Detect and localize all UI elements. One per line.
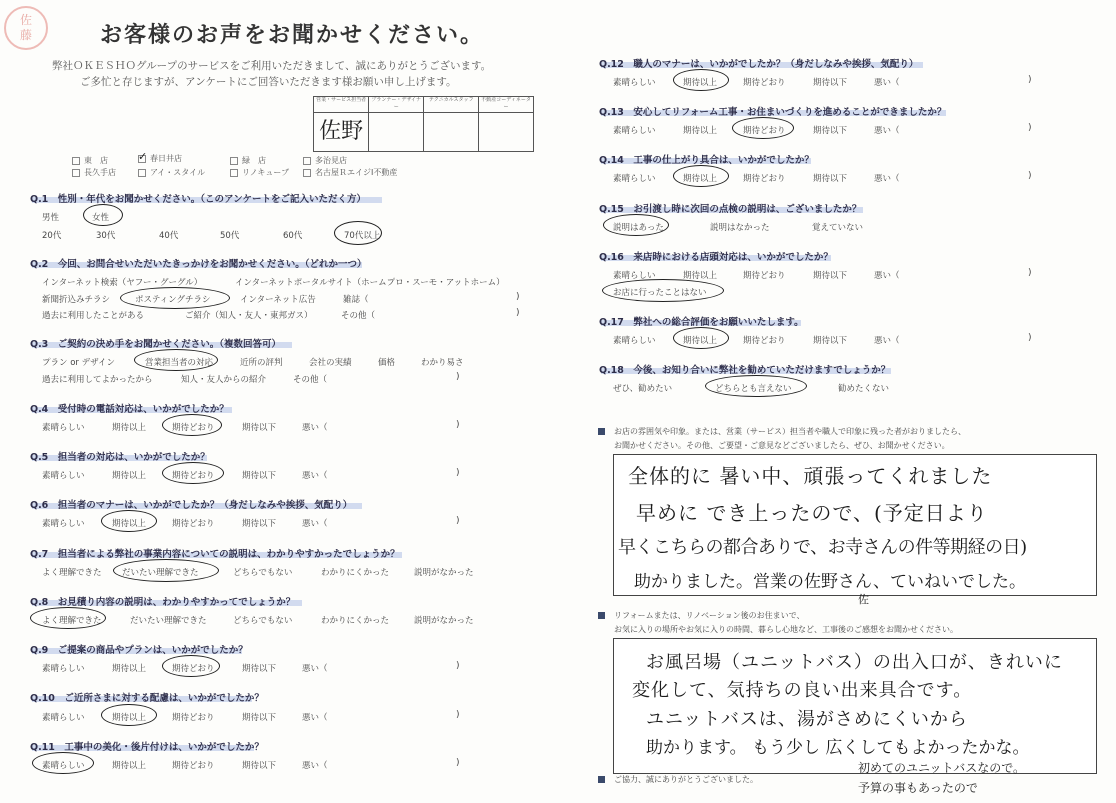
q13-title: Q.13 安心してリフォーム工事・お住まいづくりを進めることができましたか？ — [599, 107, 947, 118]
seal-stamp: 佐 藤 — [4, 6, 48, 50]
q7-mostly[interactable]: だいたい理解できた — [122, 568, 199, 578]
q8-title: Q.8 お見積り内容の説明は、わかりやすかってでしょうか？ — [30, 597, 296, 608]
q7-hard[interactable]: わかりにくかった — [321, 568, 390, 578]
checkbox-icon[interactable] — [138, 169, 146, 177]
answer-circle — [602, 279, 724, 302]
q6-excellent[interactable]: 素晴らしい — [42, 519, 85, 529]
answer-circle — [334, 221, 382, 245]
q12-below[interactable]: 期待以下 — [813, 78, 848, 88]
q3-friend-referral[interactable]: 知人・友人からの紹介 — [181, 375, 267, 385]
q2-newspaper-flyer[interactable]: 新聞折込みチラシ — [42, 295, 111, 305]
answer-circle — [732, 117, 794, 139]
q15-not-explained[interactable]: 説明はなかった — [710, 223, 770, 233]
q1-age-70s[interactable]: 70代以上 — [344, 231, 381, 241]
answer-circle — [673, 69, 729, 91]
q8-hard[interactable]: わかりにくかった — [321, 616, 390, 626]
q5-below[interactable]: 期待以下 — [242, 471, 277, 481]
q14-as-expected[interactable]: 期待どおり — [743, 174, 786, 184]
q9-as-expected[interactable]: 期待どおり — [172, 664, 215, 674]
q2-past-use[interactable]: 過去に利用したことがある — [42, 311, 145, 321]
store-istyle[interactable]: アイ・スタイル — [138, 167, 205, 178]
q2-internet-ad[interactable]: インターネット広告 — [240, 295, 316, 305]
q4-above[interactable]: 期待以上 — [112, 423, 147, 433]
comment2-prompt-1: リフォームまたは、リノベーション後のお住まいで、 — [614, 611, 805, 620]
q3-track-record[interactable]: 会社の実績 — [309, 358, 352, 368]
q3-other[interactable]: その他（ — [293, 375, 328, 385]
q5-bad[interactable]: 悪い（ — [302, 471, 328, 481]
q4-below[interactable]: 期待以下 — [242, 423, 277, 433]
q17-excellent[interactable]: 素晴らしい — [613, 336, 656, 346]
store-kasugai[interactable]: ✓ 春日井店 — [138, 149, 182, 163]
q16-below[interactable]: 期待以下 — [813, 271, 848, 281]
q1-age-60s[interactable]: 60代 — [283, 231, 303, 241]
comment1-prompt-2: お聞かせください。その他、ご要望・ご意見などございましたら、ぜひ、お聞かせください。 — [614, 441, 950, 450]
q1-title: Q.1 性別・年代をお聞かせください。（このアンケートをご記入いただく方） — [30, 194, 366, 205]
q12-excellent[interactable]: 素晴らしい — [613, 78, 656, 88]
q1-female[interactable]: 女性 — [92, 213, 110, 223]
q2-magazine[interactable]: 雑誌（ — [343, 295, 369, 305]
answer-circle — [30, 607, 106, 629]
q14-below[interactable]: 期待以下 — [813, 174, 848, 184]
q10-above[interactable]: 期待以上 — [112, 713, 147, 723]
answer-circle — [705, 375, 807, 397]
q6-below[interactable]: 期待以下 — [242, 519, 277, 529]
q16-excellent[interactable]: 素晴らしい — [613, 271, 656, 281]
q9-excellent[interactable]: 素晴らしい — [42, 664, 85, 674]
q4-bad[interactable]: 悪い（ — [302, 423, 328, 433]
q12-bad[interactable]: 悪い（ — [874, 78, 900, 88]
q3-plan-design[interactable]: プラン or デザイン — [42, 358, 116, 368]
store-nagoya-realestate[interactable]: 名古屋ＲエイジI不動産 — [303, 167, 397, 178]
q2-referral[interactable]: ご紹介（知人・友人・東邦ガス） — [185, 311, 313, 321]
store-nagakute[interactable]: 長久手店 — [72, 167, 116, 178]
q6-as-expected[interactable]: 期待どおり — [172, 519, 215, 529]
q11-below[interactable]: 期待以下 — [242, 761, 277, 771]
q3-title: Q.3 ご契約の決め手をお聞かせください。（複数回答可） — [30, 339, 282, 350]
answer-circle — [101, 704, 157, 726]
q3-past-use[interactable]: 過去に利用してよかったから — [42, 375, 153, 385]
store-renocube[interactable]: リノキューブ — [230, 167, 289, 178]
answer-circle — [162, 414, 222, 436]
answer-circle — [603, 214, 669, 236]
q3-reputation[interactable]: 近所の評判 — [240, 358, 283, 368]
answer-circle — [83, 204, 123, 226]
q6-title: Q.6 担当者のマナーは、いかがでしたか？（身だしなみや挨拶、気配り） — [30, 500, 353, 511]
staff-technical-cell[interactable] — [424, 113, 479, 152]
q10-as-expected[interactable]: 期待どおり — [172, 713, 215, 723]
q2-title: Q.2 今回、お問合せいただいたきっかけをお聞かせください。（どれか一つ） — [30, 259, 367, 270]
q1-male[interactable]: 男性 — [42, 213, 60, 223]
intro-line-1: 弊社ＯＫＥＳＨＯグループのサービスをご利用いただきまして、誠にありがとうございます。 — [52, 60, 492, 72]
comment1-line-3: 早くこちらの都合ありで、お寺さんの件等期経の日) — [618, 537, 1027, 558]
answer-circle — [101, 510, 157, 532]
answer-circle — [673, 165, 729, 187]
section-bullet-icon — [598, 612, 605, 619]
q2-internet-search[interactable]: インターネット検索（ヤフー・グーグル） — [42, 278, 203, 288]
q17-above[interactable]: 期待以上 — [683, 336, 718, 346]
staff-header-planner: プランナー・デザイナー — [369, 97, 424, 113]
q17-bad[interactable]: 悪い（ — [874, 336, 900, 346]
comment1-prompt-1: お店の雰囲気や印象。または、営業（サービス）担当者や職人で印象に残った者がおりましたら、 — [614, 427, 966, 436]
staff-header-sales: 営業・サービス担当者 — [314, 97, 369, 113]
checkbox-icon[interactable] — [72, 157, 80, 165]
q5-above[interactable]: 期待以上 — [112, 471, 147, 481]
comment2-note-2: 予算の事もあったので — [858, 781, 978, 795]
q2-portal-site[interactable]: インターネットポータルサイト（ホームプロ・スーモ・アットホーム） — [235, 278, 505, 288]
q3-sales-rep[interactable]: 営業担当者の対応 — [145, 358, 214, 368]
q3-price[interactable]: 価格 — [378, 358, 396, 368]
q10-bad[interactable]: 悪い（ — [302, 713, 328, 723]
q13-above[interactable]: 期待以上 — [683, 126, 718, 136]
q1-age-50s[interactable]: 50代 — [220, 231, 240, 241]
comment2-prompt-2: お気に入りの場所やお気に入りの時間、暮らし心地など、工事後のご感想をお聞かせください。 — [614, 625, 958, 634]
q5-excellent[interactable]: 素晴らしい — [42, 471, 85, 481]
staff-planner-cell[interactable] — [369, 113, 424, 152]
checkbox-icon[interactable] — [230, 169, 238, 177]
q13-as-expected[interactable]: 期待どおり — [743, 126, 786, 136]
comment2-line-3: ユニットバスは、湯がさめにくいから — [646, 709, 968, 730]
answer-circle — [113, 559, 219, 582]
answer-circle — [162, 462, 224, 484]
q1-age-30s[interactable]: 30代 — [96, 231, 116, 241]
comment2-line-4: 助かります。 もう少し 広くしてもよかったかな。 — [646, 738, 1030, 758]
checkbox-icon[interactable] — [303, 157, 311, 165]
staff-header-technical: テクニカルスタッフ — [424, 97, 479, 113]
answer-circle — [32, 752, 94, 774]
q2-posting-flyer[interactable]: ポスティングチラシ — [135, 295, 211, 305]
answer-circle — [162, 655, 220, 677]
staff-sales-name[interactable]: 佐野 — [319, 119, 364, 144]
q15-explained[interactable]: 説明はあった — [613, 223, 664, 233]
q8-well[interactable]: よく理解できた — [42, 616, 102, 626]
checkbox-checked-icon[interactable]: ✓ — [138, 149, 148, 163]
q11-as-expected[interactable]: 期待どおり — [172, 761, 215, 771]
q2-other[interactable]: その他（ — [341, 311, 376, 321]
q4-excellent[interactable]: 素晴らしい — [42, 423, 85, 433]
q17-title: Q.17 弊社への総合評価をお願いいたします。 — [599, 317, 804, 328]
comment1-line-4: 助かりました。営業の佐野さん、ていねいでした。 — [634, 572, 1027, 592]
store-higashi[interactable]: 東 店 — [72, 155, 108, 166]
q14-title: Q.14 工事の仕上がり具合は、いかがでしたか？ — [599, 155, 814, 166]
q16-bad[interactable]: 悪い（ — [874, 271, 900, 281]
checkbox-icon[interactable] — [303, 169, 311, 177]
section-bullet-icon — [598, 776, 605, 783]
q9-bad[interactable]: 悪い（ — [302, 664, 328, 674]
q5-as-expected[interactable]: 期待どおり — [172, 471, 215, 481]
staff-table — [313, 96, 534, 152]
comment2-note-1: 初めてのユニットバスなので。 — [858, 761, 1026, 775]
q6-bad[interactable]: 悪い（ — [302, 519, 328, 529]
comment2-line-2: 変化して、気持ちの良い出来具合です。 — [632, 680, 973, 701]
q18-recommend[interactable]: ぜひ、勧めたい — [613, 384, 673, 394]
q12-title: Q.12 職人のマナーは、いかがでしたか？（身だしなみや挨拶、気配り） — [599, 59, 919, 70]
q11-bad[interactable]: 悪い（ — [302, 761, 328, 771]
q16-above[interactable]: 期待以上 — [683, 271, 718, 281]
q11-title: Q.11 工事中の美化・後片付けは、いかがでしたか？ — [30, 742, 264, 753]
staff-realestate-cell[interactable] — [479, 113, 534, 152]
q9-above[interactable]: 期待以上 — [112, 664, 147, 674]
q13-excellent[interactable]: 素晴らしい — [613, 126, 656, 136]
q16-as-expected[interactable]: 期待どおり — [743, 271, 786, 281]
staff-header-realestate: 不動産コーディネーター — [479, 97, 534, 113]
q10-excellent[interactable]: 素晴らしい — [42, 713, 85, 723]
q6-above[interactable]: 期待以上 — [112, 519, 147, 529]
q18-not-recommend[interactable]: 勧めたくない — [838, 384, 890, 394]
q5-title: Q.5 担当者の対応は、いかがでしたか？ — [30, 452, 210, 463]
q16-title: Q.16 来店時における店頭対応は、いかがでしたか？ — [599, 252, 833, 263]
q11-excellent[interactable]: 素晴らしい — [42, 761, 85, 771]
comment1-correction: 佐 — [858, 593, 869, 606]
answer-circle — [120, 287, 230, 309]
q9-below[interactable]: 期待以下 — [242, 664, 277, 674]
comment1-line-1: 全体的に 暑い中、頑張ってくれました — [628, 464, 993, 488]
comment1-line-2: 早めに でき上ったので、(予定日より — [636, 501, 988, 525]
comment2-line-1: お風呂場（ユニットバス）の出入口が、きれいに — [646, 652, 1063, 673]
q9-title: Q.9 ご提案の商品やプランは、いかがでしたか？ — [30, 645, 248, 656]
q11-above[interactable]: 期待以上 — [112, 761, 147, 771]
page-title: お客様のお声をお聞かせください。 — [100, 23, 485, 48]
q8-neither[interactable]: どちらでもない — [233, 616, 293, 626]
q15-dont-remember[interactable]: 覚えていない — [812, 223, 864, 233]
q10-title: Q.10 ご近所さまに対する配慮は、いかがでしたか？ — [30, 693, 264, 704]
q1-age-40s[interactable]: 40代 — [159, 231, 179, 241]
q4-title: Q.4 受付時の電話対応は、いかがでしたか？ — [30, 404, 229, 415]
q8-none[interactable]: 説明がなかった — [414, 616, 474, 626]
store-midori[interactable]: 緑 店 — [230, 155, 266, 166]
q13-bad[interactable]: 悪い（ — [874, 126, 900, 136]
q18-title: Q.18 今後、お知り合いに弊社を勧めていただけますでしょうか？ — [599, 365, 891, 376]
section-bullet-icon — [598, 428, 605, 435]
q8-mostly[interactable]: だいたい理解できた — [130, 616, 207, 626]
q17-as-expected[interactable]: 期待どおり — [743, 336, 786, 346]
q7-well[interactable]: よく理解できた — [42, 568, 102, 578]
q14-bad[interactable]: 悪い（ — [874, 174, 900, 184]
q12-as-expected[interactable]: 期待どおり — [743, 78, 786, 88]
store-tajimi[interactable]: 多治見店 — [303, 155, 347, 166]
q7-title: Q.7 担当者による弊社の事業内容についての説明は、わかりやすかったでしょうか？ — [30, 549, 400, 560]
q17-below[interactable]: 期待以下 — [813, 336, 848, 346]
checkbox-icon[interactable] — [72, 169, 80, 177]
q14-above[interactable]: 期待以上 — [683, 174, 718, 184]
q7-neither[interactable]: どちらでもない — [233, 568, 293, 578]
checkbox-icon[interactable] — [230, 157, 238, 165]
answer-circle — [673, 327, 729, 349]
q13-below[interactable]: 期待以下 — [813, 126, 848, 136]
q12-above[interactable]: 期待以上 — [683, 78, 718, 88]
intro-line-2: ご多忙と存じますが、アンケートにご回答いただきます様お願い申し上げます。 — [80, 76, 457, 88]
answer-circle — [134, 349, 218, 371]
q16-never-visited[interactable]: お店に行ったことはない — [613, 288, 707, 298]
q7-none[interactable]: 説明がなかった — [414, 568, 474, 578]
q15-title: Q.15 お引渡し時に次回の点検の説明は、ございましたか？ — [599, 204, 862, 215]
q10-below[interactable]: 期待以下 — [242, 713, 277, 723]
q3-clarity[interactable]: わかり易さ — [421, 358, 464, 368]
q1-age-20s[interactable]: 20代 — [42, 231, 62, 241]
q18-neither[interactable]: どちらとも言えない — [715, 384, 792, 394]
q14-excellent[interactable]: 素晴らしい — [613, 174, 656, 184]
q4-as-expected[interactable]: 期待どおり — [172, 423, 215, 433]
thanks-text: ご協力、誠にありがとうございました。 — [614, 775, 758, 784]
